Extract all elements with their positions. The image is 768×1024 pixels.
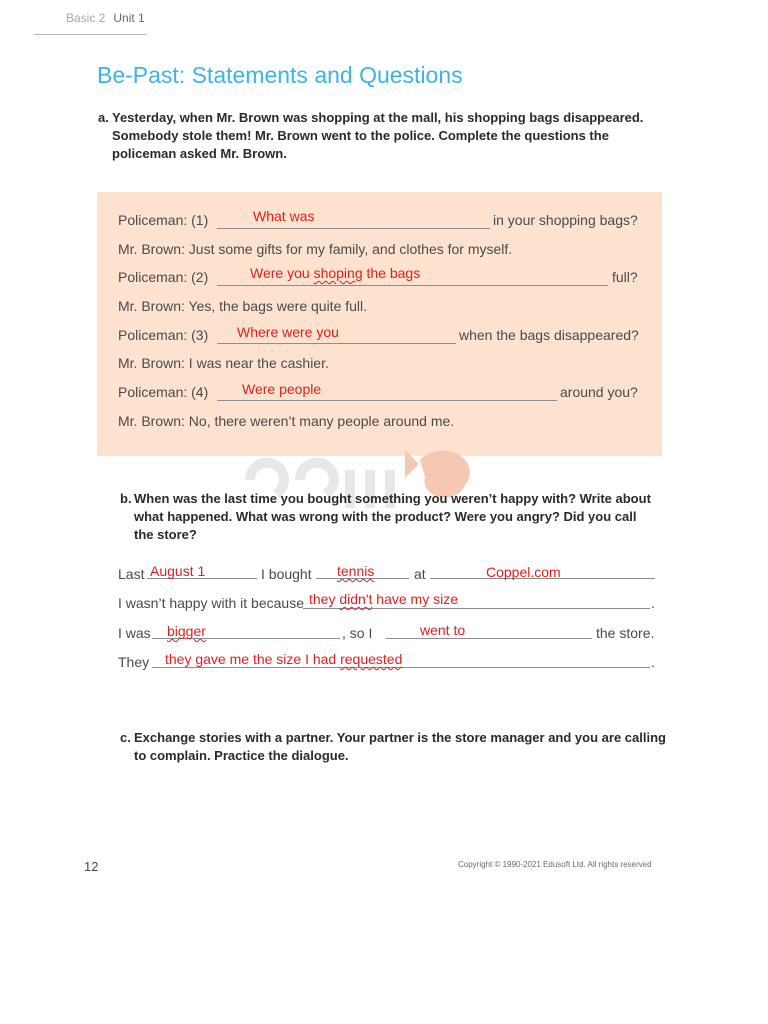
page-title: Be-Past: Statements and Questions (97, 62, 463, 88)
story-answer-reason-c: have my size (376, 591, 458, 607)
dialogue-question-2: Policeman: (2) (118, 269, 209, 285)
story-period-2: . (651, 654, 655, 670)
story-answer-reason-a: they (309, 591, 336, 607)
dialogue-question-4-suffix: around you? (560, 384, 638, 400)
section-c-letter: c. (120, 730, 131, 745)
story-answer-date: August 1 (150, 563, 206, 579)
section-b-letter: b. (120, 491, 132, 506)
answer-2-part-b: shoping (313, 265, 363, 281)
dialogue-question-4: Policeman: (4) (118, 384, 209, 400)
course-label: Basic 2 (66, 11, 106, 25)
story-answer-feeling (167, 623, 206, 639)
page-header (66, 11, 145, 25)
story-answer-reason-b: didn't (339, 591, 373, 607)
story-word-last: Last (118, 566, 145, 582)
answer-4: Were people (242, 381, 322, 397)
answer-1: What was (253, 208, 315, 224)
dialogue-reply-1: Mr. Brown: Just some gifts for my family, and clothes for myself. (118, 241, 513, 257)
story-word-the-store: the store. (596, 625, 655, 641)
story-blank-reason[interactable] (303, 608, 650, 609)
story-answer-action: went to (420, 622, 466, 638)
answer-2-part-c: the bags (366, 265, 421, 281)
instruction-line: Somebody stole them! Mr. Brown went to the police. Complete the questions the (112, 128, 609, 143)
section-a-instructions (98, 109, 672, 163)
answer-2-part-a: Were you (250, 265, 310, 281)
story-answer-result-a: they gave me the size I had (165, 651, 337, 667)
instruction-line: When was the last time you bought something you weren’t happy with? Write about (134, 491, 651, 506)
instruction-line: Yesterday, when Mr. Brown was shopping at the mall, his shopping bags disappeared. (112, 110, 644, 125)
story-answer-feeling-text: bigger (167, 623, 206, 639)
dialogue-question-3-suffix: when the bags disappeared? (459, 327, 639, 343)
answer-2 (250, 265, 420, 281)
story-word-i-was: I was (118, 625, 151, 641)
answer-blank-2[interactable] (217, 285, 608, 286)
story-period: . (651, 595, 655, 611)
story-answer-result-b: requested (340, 651, 403, 667)
section-b-instructions (120, 490, 674, 544)
story-answer-item-text: tennis (337, 563, 375, 579)
dialogue-question-2-suffix: full? (612, 269, 638, 285)
section-a-letter: a. (98, 110, 109, 125)
dialogue-reply-2: Mr. Brown: Yes, the bags were quite full. (118, 298, 368, 314)
story-answer-reason (309, 591, 458, 607)
story-blank-action[interactable] (386, 638, 592, 639)
section-c-instructions (120, 729, 674, 765)
unit-label: Unit 1 (113, 11, 145, 25)
dialogue-question-3: Policeman: (3) (118, 327, 209, 343)
story-answer-result (165, 651, 402, 667)
story-answer-item (337, 563, 374, 579)
story-word-so-i: , so I (342, 625, 373, 641)
dialogue-reply-3: Mr. Brown: I was near the cashier. (118, 355, 329, 371)
dialogue-question-1: Policeman: (1) (118, 212, 209, 228)
answer-3: Where were you (237, 324, 339, 340)
instruction-line: policeman asked Mr. Brown. (112, 146, 287, 161)
answer-blank-4[interactable] (217, 400, 557, 401)
instruction-line: to complain. Practice the dialogue. (134, 748, 349, 763)
answer-blank-1[interactable] (217, 228, 490, 229)
page-number: 12 (84, 859, 99, 874)
dialogue-question-1-suffix: in your shopping bags? (493, 212, 638, 228)
story-word-they: They (118, 654, 150, 670)
instruction-line: the store? (134, 527, 197, 542)
copyright-notice: Copyright © 1990-2021 Edusoft Ltd. All rights reserved (458, 860, 652, 869)
story-word-at: at (414, 566, 426, 582)
story-answer-store: Coppel.com (486, 564, 561, 580)
instruction-line: Exchange stories with a partner. Your partner is the store manager and you are calling (134, 730, 666, 745)
story-word-bought: I bought (261, 566, 312, 582)
answer-blank-3[interactable] (217, 343, 456, 344)
story-word-because: I wasn’t happy with it because (118, 595, 304, 611)
dialogue-reply-4: Mr. Brown: No, there weren’t many people around me. (118, 413, 455, 429)
story-blank-result[interactable] (152, 667, 650, 668)
header-divider (34, 34, 147, 35)
instruction-line: what happened. What was wrong with the product? Were you angry? Did you call (134, 509, 637, 524)
